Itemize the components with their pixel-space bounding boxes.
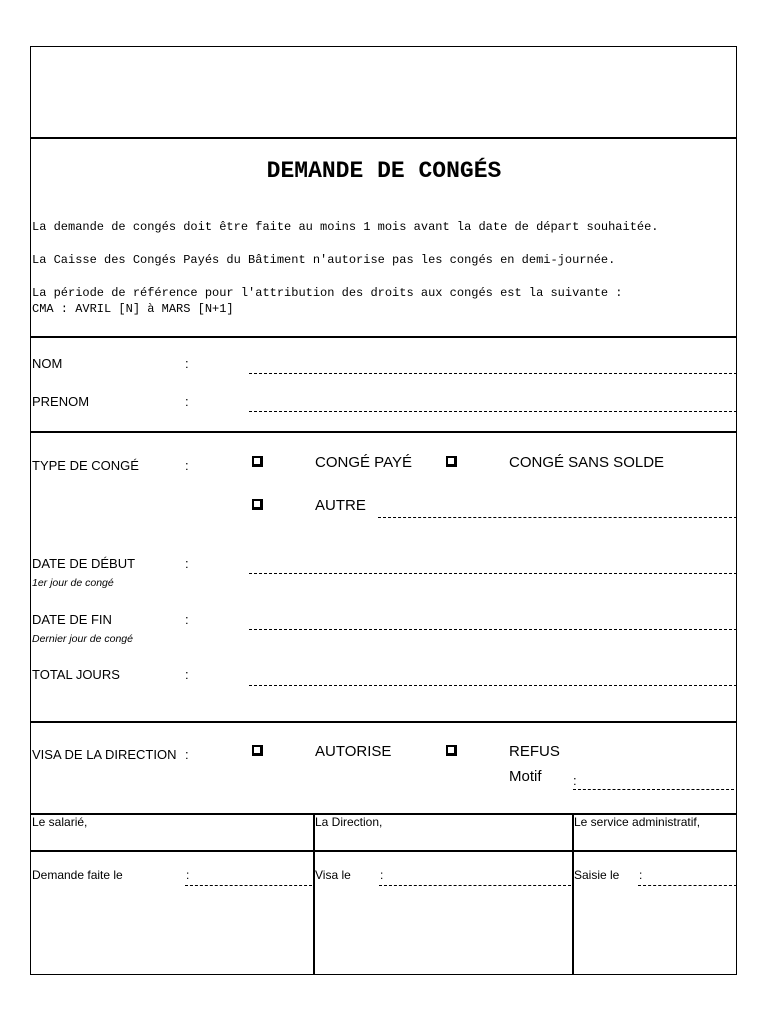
saisie-le-colon: :	[639, 868, 643, 882]
intro-line-2: La Caisse des Congés Payés du Bâtiment n'autorise pas les congés en demi-journée.	[32, 253, 616, 267]
conge-sans-solde-checkbox[interactable]	[446, 456, 457, 467]
type-conge-colon: :	[185, 458, 189, 473]
saisie-le-label: Saisie le	[574, 868, 620, 882]
visa-direction-colon: :	[185, 747, 189, 762]
date-fin-hint: Dernier jour de congé	[32, 633, 133, 645]
total-jours-label: TOTAL JOURS	[32, 667, 120, 682]
divider-identity	[31, 431, 737, 433]
demande-faite-colon: :	[186, 868, 190, 882]
motif-input-line[interactable]	[573, 789, 734, 790]
total-jours-colon: :	[185, 667, 189, 682]
autre-checkbox[interactable]	[252, 499, 263, 510]
saisie-le-input-line[interactable]	[638, 885, 737, 886]
refus-checkbox[interactable]	[446, 745, 457, 756]
date-debut-input-line[interactable]	[249, 573, 737, 574]
nom-colon: :	[185, 356, 189, 371]
service-admin-label: Le service administratif,	[574, 815, 701, 829]
visa-direction-label: VISA DE LA DIRECTION	[32, 747, 177, 762]
prenom-colon: :	[185, 394, 189, 409]
motif-colon: :	[573, 773, 577, 788]
type-conge-label: TYPE DE CONGÉ	[32, 458, 139, 473]
total-jours-input-line[interactable]	[249, 685, 737, 686]
nom-input-line[interactable]	[249, 373, 737, 374]
visa-le-input-line[interactable]	[379, 885, 571, 886]
date-debut-label: DATE DE DÉBUT	[32, 556, 136, 571]
conge-paye-checkbox[interactable]	[252, 456, 263, 467]
demande-faite-label: Demande faite le	[32, 868, 123, 882]
autorise-checkbox[interactable]	[252, 745, 263, 756]
nom-label: NOM	[32, 356, 63, 371]
direction-label: La Direction,	[315, 815, 383, 829]
salarie-label: Le salarié,	[32, 815, 88, 829]
autre-label: AUTRE	[315, 497, 366, 514]
divider-signature-header	[31, 850, 737, 852]
date-debut-hint: 1er jour de congé	[32, 577, 114, 589]
divider-dates	[31, 721, 737, 723]
signature-column-divider-2	[572, 813, 574, 975]
autorise-label: AUTORISE	[315, 743, 392, 760]
autre-input-line[interactable]	[378, 517, 737, 518]
date-fin-input-line[interactable]	[249, 629, 737, 630]
intro-line-4: CMA : AVRIL [N] à MARS [N+1]	[32, 302, 234, 316]
divider-intro	[31, 336, 737, 338]
conge-sans-solde-label: CONGÉ SANS SOLDE	[509, 454, 665, 471]
prenom-label: PRENOM	[32, 394, 90, 409]
motif-label: Motif	[509, 768, 542, 785]
form-frame	[30, 46, 737, 975]
date-fin-colon: :	[185, 612, 189, 627]
date-debut-colon: :	[185, 556, 189, 571]
visa-le-label: Visa le	[315, 868, 351, 882]
visa-le-colon: :	[380, 868, 384, 882]
demande-faite-input-line[interactable]	[185, 885, 312, 886]
divider-header	[31, 137, 737, 139]
intro-line-3: La période de référence pour l'attribution des droits aux congés est la suivante :	[32, 286, 623, 300]
refus-label: REFUS	[509, 743, 560, 760]
conge-paye-label: CONGÉ PAYÉ	[315, 454, 412, 471]
prenom-input-line[interactable]	[249, 411, 737, 412]
intro-line-1: La demande de congés doit être faite au moins 1 mois avant la date de départ souhaitée.	[32, 220, 659, 234]
date-fin-label: DATE DE FIN	[32, 612, 112, 627]
signature-column-divider-1	[313, 813, 315, 975]
page-title: DEMANDE DE CONGÉS	[266, 158, 502, 184]
